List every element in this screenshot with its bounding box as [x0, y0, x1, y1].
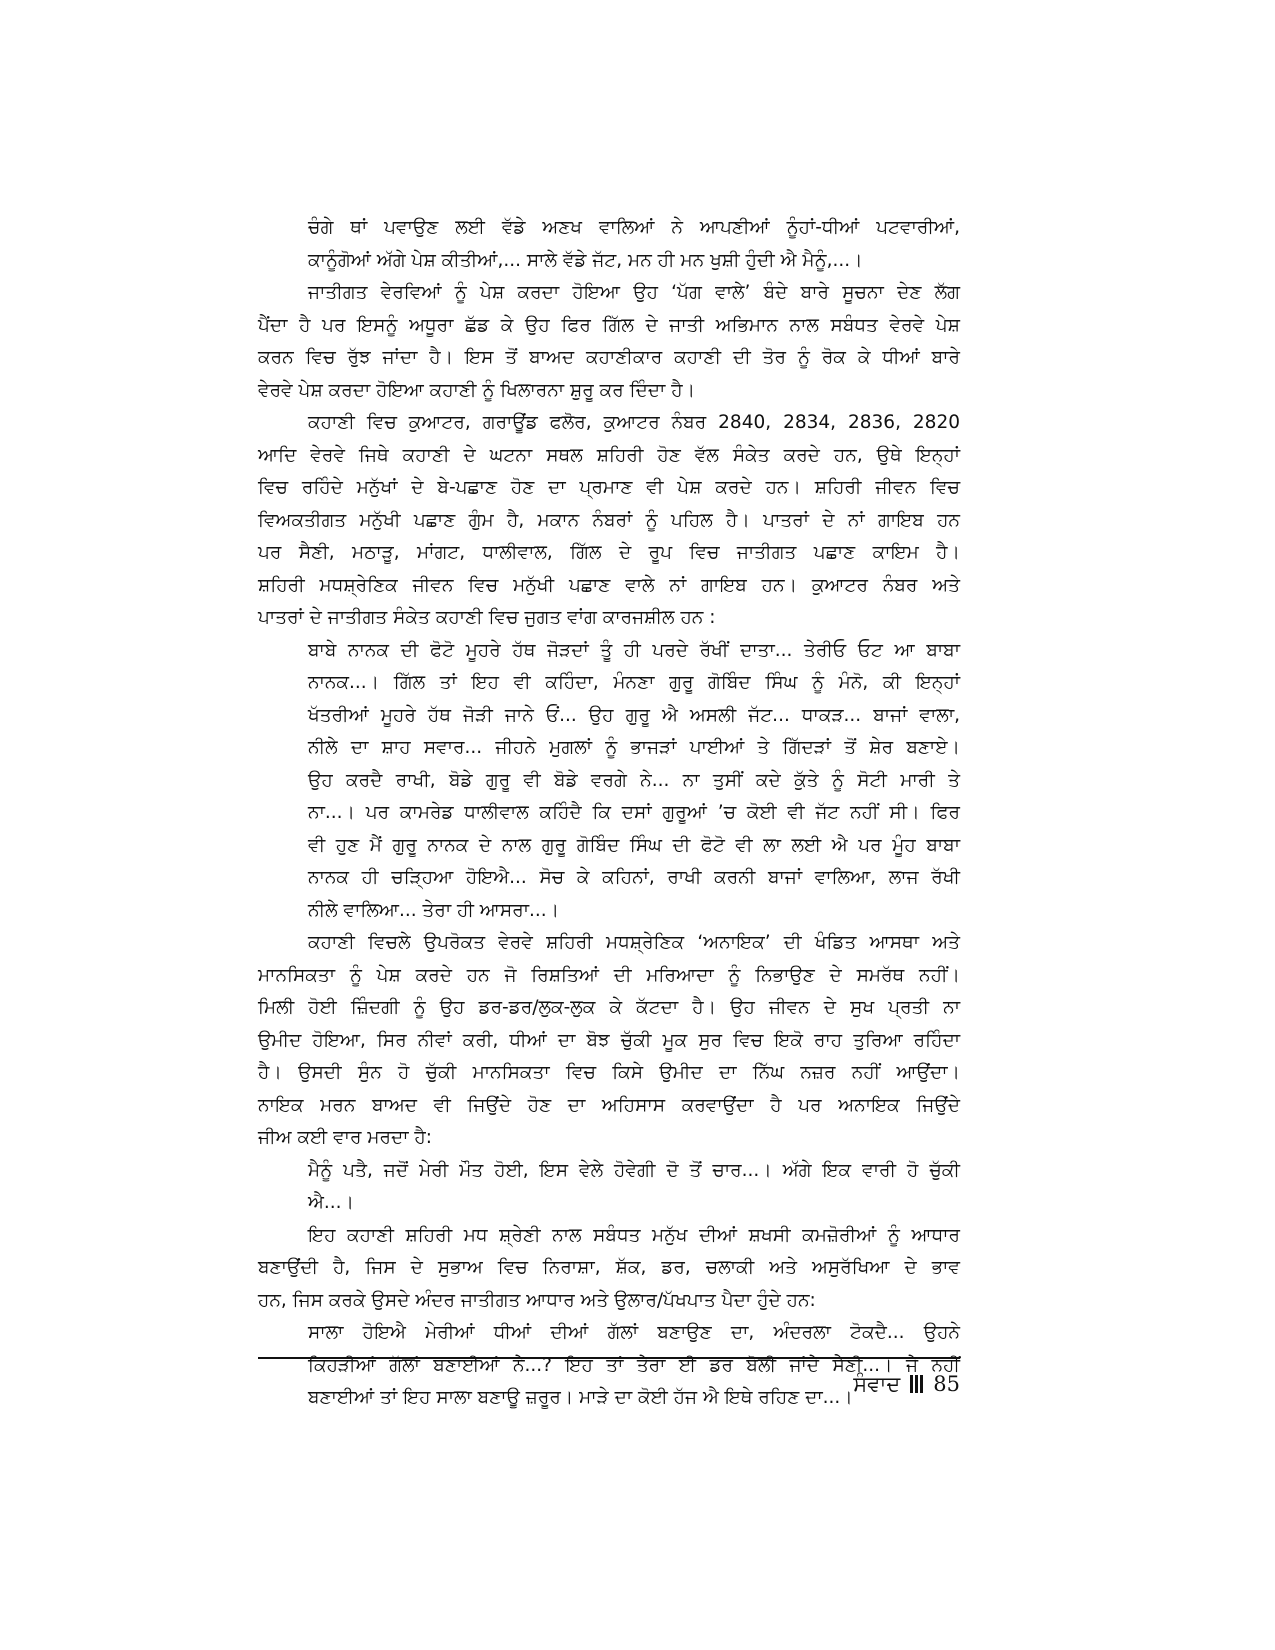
text-line: ਵੇਰਵੇ ਪੇਸ਼ ਕਰਦਾ ਹੋਇਆ ਕਹਾਣੀ ਨੂੰ ਖਿਲਾਰਨਾ ਸ਼ੁਰੂ ਕਰ ਦਿੰਦਾ ਹੈ। — [258, 379, 696, 401]
text-line: ਵੀ ਹੁਣ ਮੈਂ ਗੁਰੂ ਨਾਨਕ ਦੇ ਨਾਲ ਗੁਰੂ ਗੋਬਿੰਦ ਸਿੰਘ ਦੀ ਫੋਟੋ ਵੀ ਲਾ ਲਈ ਐ ਪਰ ਮੂੰਹ ਬਾਬਾ — [308, 834, 960, 856]
text-line: ਪਰ ਸੈਣੀ, ਮਠਾੜੂ, ਮਾਂਗਟ, ਧਾਲੀਵਾਲ, ਗਿੱਲ ਦੇ ਰੂਪ ਵਿਚ ਜਾਤੀਗਤ ਪਛਾਣ ਕਾਇਮ ਹੈ। — [258, 542, 960, 563]
text-line: ਇਹ ਕਹਾਣੀ ਸ਼ਹਿਰੀ ਮਧ ਸ਼੍ਰੇਣੀ ਨਾਲ ਸਬੰਧਤ ਮਨੁੱਖ ਦੀਆਂ ਸ਼ਖਸੀ ਕਮਜ਼ੋਰੀਆਂ ਨੂੰ ਆਧਾਰ — [308, 1224, 960, 1246]
text-line: ਵਿਅਕਤੀਗਤ ਮਨੁੱਖੀ ਪਛਾਣ ਗੁੰਮ ਹੈ, ਮਕਾਨ ਨੰਬਰਾਂ ਨੂੰ ਪਹਿਲ ਹੈ। ਪਾਤਰਾਂ ਦੇ ਨਾਂ ਗਾਇਬ ਹਨ — [258, 509, 960, 531]
text-line: ਕਰਨ ਵਿਚ ਰੁੱਝ ਜਾਂਦਾ ਹੈ। ਇਸ ਤੋਂ ਬਾਅਦ ਕਹਾਣੀਕਾਰ ਕਹਾਣੀ ਦੀ ਤੋਰ ਨੂੰ ਰੋਕ ਕੇ ਧੀਆਂ ਬਾਰੇ — [258, 347, 960, 368]
page-number: 85 — [933, 1372, 960, 1396]
text-line: ਨਾਨਕ ਹੀ ਚੜ੍ਹਿਆ ਹੋਇਐ... ਸੋਚ ਕੇ ਕਹਿਨਾਂ, ਰਾਖੀ ਕਰਨੀ ਬਾਜਾਂ ਵਾਲਿਆ, ਲਾਜ ਰੱਖੀ — [308, 867, 960, 888]
text-line: ਸ਼ਹਿਰੀ ਮਧਸ਼੍ਰੇਣਿਕ ਜੀਵਨ ਵਿਚ ਮਨੁੱਖੀ ਪਛਾਣ ਵਾਲੇ ਨਾਂ ਗਾਇਬ ਹਨ। ਕੁਆਟਰ ਨੰਬਰ ਅਤੇ — [258, 574, 960, 596]
page-footer — [853, 1370, 960, 1398]
text-line: ਆਦਿ ਵੇਰਵੇ ਜਿਥੇ ਕਹਾਣੀ ਦੇ ਘਟਨਾ ਸਥਲ ਸ਼ਹਿਰੀ ਹੋਣ ਵੱਲ ਸੰਕੇਤ ਕਰਦੇ ਹਨ, ਉਥੇ ਇਨ੍ਹਾਂ — [258, 444, 960, 466]
text-line: ਨਾਇਕ ਮਰਨ ਬਾਅਦ ਵੀ ਜਿਉਂਦੇ ਹੋਣ ਦਾ ਅਹਿਸਾਸ ਕਰਵਾਉਂਦਾ ਹੈ ਪਰ ਅਨਾਇਕ ਜਿਉਂਦੇ — [258, 1094, 960, 1116]
journal-name: ਸੰਵਾਦ — [853, 1372, 901, 1396]
text-line: ਸਾਲਾ ਹੋਇਐ ਮੇਰੀਆਂ ਧੀਆਂ ਦੀਆਂ ਗੱਲਾਂ ਬਣਾਉਣ ਦਾ, ਅੰਦਰਲਾ ਟੋਕਦੈ... ਉਹਨੇ — [308, 1322, 960, 1343]
block-quote — [258, 1317, 960, 1415]
footer-rule — [258, 1357, 960, 1359]
text-line: ਪਾਤਰਾਂ ਦੇ ਜਾਤੀਗਤ ਸੰਕੇਤ ਕਹਾਣੀ ਵਿਚ ਜੁਗਤ ਵਾਂਗ ਕਾਰਜਸ਼ੀਲ ਹਨ : — [258, 607, 716, 628]
block-quote — [258, 1155, 960, 1220]
text-line: ਹੈ। ਉਸਦੀ ਸੁੰਨ ਹੋ ਚੁੱਕੀ ਮਾਨਸਿਕਤਾ ਵਿਚ ਕਿਸੇ ਉਮੀਦ ਦਾ ਨਿੱਘ ਨਜ਼ਰ ਨਹੀਂ ਆਉਂਦਾ। — [258, 1062, 960, 1083]
text-line: ਮਿਲੀ ਹੋਈ ਜ਼ਿੰਦਗੀ ਨੂੰ ਉਹ ਡਰ-ਡਰ/ਲੁਕ-ਲੁਕ ਕੇ ਕੱਟਦਾ ਹੈ। ਉਹ ਜੀਵਨ ਦੇ ਸੁਖ ਪ੍ਰਤੀ ਨਾ — [258, 997, 960, 1018]
text-line: ਚੰਗੇ ਥਾਂ ਪਵਾਉਣ ਲਈ ਵੱਡੇ ਅਣਖ ਵਾਲਿਆਂ ਨੇ ਆਪਣੀਆਂ ਨੂੰਹਾਂ-ਧੀਆਂ ਪਟਵਾਰੀਆਂ, — [308, 217, 960, 238]
text-line: ਉਮੀਦ ਹੋਇਆ, ਸਿਰ ਨੀਵਾਂ ਕਰੀ, ਧੀਆਂ ਦਾ ਬੋਝ ਚੁੱਕੀ ਮੂਕ ਸੁਰ ਵਿਚ ਇਕੋ ਰਾਹ ਤੁਰਿਆ ਰਹਿੰਦਾ — [258, 1029, 960, 1051]
block-quote — [258, 212, 960, 277]
paragraph — [258, 927, 960, 1155]
text-line: ਬਣਾਉਂਦੀ ਹੈ, ਜਿਸ ਦੇ ਸੁਭਾਅ ਵਿਚ ਨਿਰਾਸ਼ਾ, ਸ਼ੱਕ, ਡਰ, ਚਲਾਕੀ ਅਤੇ ਅਸੁਰੱਖਿਆ ਦੇ ਭਾਵ — [258, 1257, 960, 1278]
text-line: ਕਾਨੂੰਗੋਆਂ ਅੱਗੇ ਪੇਸ਼ ਕੀਤੀਆਂ,... ਸਾਲੇ ਵੱਡੇ ਜੱਟ, ਮਨ ਹੀ ਮਨ ਖੁਸ਼ੀ ਹੁੰਦੀ ਐ ਮੈਨੂੰ,...। — [308, 249, 863, 271]
text-line: ਬਣਾਈਆਂ ਤਾਂ ਇਹ ਸਾਲਾ ਬਣਾਊ ਜ਼ਰੂਰ। ਮਾੜੇ ਦਾ ਕੋਈ ਹੱਜ ਐ ਇਥੇ ਰਹਿਣ ਦਾ...। — [308, 1387, 853, 1408]
text-line: ਖੱਤਰੀਆਂ ਮੂਹਰੇ ਹੱਥ ਜੋੜੀ ਜਾਨੇ ਓਂ... ਉਹ ਗੁਰੂ ਐ ਅਸਲੀ ਜੱਟ... ਧਾਕੜ... ਬਾਜਾਂ ਵਾਲਾ, — [308, 704, 960, 726]
text-line: ਵਿਚ ਰਹਿੰਦੇ ਮਨੁੱਖਾਂ ਦੇ ਬੇ-ਪਛਾਣ ਹੋਣ ਦਾ ਪ੍ਰਮਾਣ ਵੀ ਪੇਸ਼ ਕਰਦੇ ਹਨ। ਸ਼ਹਿਰੀ ਜੀਵਨ ਵਿਚ — [258, 477, 960, 498]
block-quote — [258, 635, 960, 928]
text-line: ਜੀਅ ਕਈ ਵਾਰ ਮਰਦਾ ਹੈ: — [258, 1127, 432, 1148]
text-line: ਪੈਂਦਾ ਹੈ ਪਰ ਇਸਨੂੰ ਅਧੂਰਾ ਛੱਡ ਕੇ ਉਹ ਫਿਰ ਗਿੱਲ ਦੇ ਜਾਤੀ ਅਭਿਮਾਨ ਨਾਲ ਸਬੰਧਤ ਵੇਰਵੇ ਪੇਸ਼ — [258, 314, 960, 336]
text-line: ਮੈਨੂੰ ਪਤੈ, ਜਦੋਂ ਮੇਰੀ ਮੌਤ ਹੋਈ, ਇਸ ਵੇਲੇ ਹੋਵੇਗੀ ਦੋ ਤੋਂ ਚਾਰ...। ਅੱਗੇ ਇਕ ਵਾਰੀ ਹੋ ਚੁੱਕੀ — [308, 1159, 960, 1181]
paragraph — [258, 1220, 960, 1318]
text-line: ਐ...। — [308, 1192, 354, 1213]
text-line: ਮਾਨਸਿਕਤਾ ਨੂੰ ਪੇਸ਼ ਕਰਦੇ ਹਨ ਜੋ ਰਿਸ਼ਤਿਆਂ ਦੀ ਮਰਿਆਦਾ ਨੂੰ ਨਿਭਾਉਣ ਦੇ ਸਮਰੱਥ ਨਹੀਂ। — [258, 964, 960, 986]
text-line: ਨੀਲੇ ਦਾ ਸ਼ਾਹ ਸਵਾਰ... ਜੀਹਨੇ ਮੁਗਲਾਂ ਨੂੰ ਭਾਜੜਾਂ ਪਾਈਆਂ ਤੇ ਗਿੱਦੜਾਂ ਤੋਂ ਸ਼ੇਰ ਬਣਾਏ। — [308, 737, 960, 758]
text-line: ਕਹਾਣੀ ਵਿਚਲੇ ਉਪਰੋਕਤ ਵੇਰਵੇ ਸ਼ਹਿਰੀ ਮਧਸ਼੍ਰੇਣਿਕ ‘ਅਨਾਇਕ’ ਦੀ ਖੰਡਿਤ ਆਸਥਾ ਅਤੇ — [308, 932, 960, 953]
text-line: ਕਿਹੜੀਆਂ ਗੱਲਾਂ ਬਣਾਈਆਂ ਨੇ...? ਇਹ ਤਾਂ ਤੇਰਾ ਈ ਡਰ ਬੋਲੀ ਜਾਂਦੇ ਸੈਣੀ...। ਜੇ ਨਹੀਂ — [308, 1354, 960, 1376]
text-line: ਨਾ...। ਪਰ ਕਾਮਰੇਡ ਧਾਲੀਵਾਲ ਕਹਿੰਦੈ ਕਿ ਦਸਾਂ ਗੁਰੂਆਂ ’ਚ ਕੋਈ ਵੀ ਜੱਟ ਨਹੀਂ ਸੀ। ਫਿਰ — [308, 802, 960, 823]
paragraph — [258, 277, 960, 407]
text-line: ਨਾਨਕ...। ਗਿੱਲ ਤਾਂ ਇਹ ਵੀ ਕਹਿੰਦਾ, ਮੰਨਣਾ ਗੁਰੂ ਗੋਬਿੰਦ ਸਿੰਘ ਨੂੰ ਮੰਨੋ, ਕੀ ਇਨ੍ਹਾਂ — [308, 672, 960, 693]
separator-bars-icon — [910, 1375, 923, 1393]
body-text — [258, 212, 960, 1415]
text-line: ਉਹ ਕਰਦੈ ਰਾਖੀ, ਬੋਡੇ ਗੁਰੂ ਵੀ ਬੋਡੇ ਵਰਗੇ ਨੇ... ਨਾ ਤੁਸੀਂ ਕਦੇ ਕੁੱਤੇ ਨੂੰ ਸੋਟੀ ਮਾਰੀ ਤੇ — [308, 769, 960, 791]
text-line: ਜਾਤੀਗਤ ਵੇਰਵਿਆਂ ਨੂੰ ਪੇਸ਼ ਕਰਦਾ ਹੋਇਆ ਉਹ ‘ਪੱਗ ਵਾਲੇ’ ਬੰਦੇ ਬਾਰੇ ਸੂਚਨਾ ਦੇਣ ਲੱਗ — [308, 282, 960, 303]
text-line: ਨੀਲੇ ਵਾਲਿਆ... ਤੇਰਾ ਹੀ ਆਸਰਾ...। — [308, 899, 560, 921]
text-line: ਬਾਬੇ ਨਾਨਕ ਦੀ ਫੋਟੋ ਮੂਹਰੇ ਹੱਥ ਜੋੜਦਾਂ ਤੂੰ ਹੀ ਪਰਦੇ ਰੱਖੀਂ ਦਾਤਾ... ਤੇਰੀਓ ਓਟ ਆ ਬਾਬਾ — [308, 639, 960, 661]
text-line: ਹਨ, ਜਿਸ ਕਰਕੇ ਉਸਦੇ ਅੰਦਰ ਜਾਤੀਗਤ ਆਧਾਰ ਅਤੇ ਉਲਾਰ/ਪੱਖਪਾਤ ਪੈਦਾ ਹੁੰਦੇ ਹਨ: — [258, 1289, 816, 1311]
paragraph — [258, 407, 960, 635]
text-line: ਕਹਾਣੀ ਵਿਚ ਕੁਆਟਰ, ਗਰਾਊਂਡ ਫਲੋਰ, ਕੁਆਟਰ ਨੰਬਰ 2840, 2834, 2836, 2820 — [308, 412, 960, 433]
